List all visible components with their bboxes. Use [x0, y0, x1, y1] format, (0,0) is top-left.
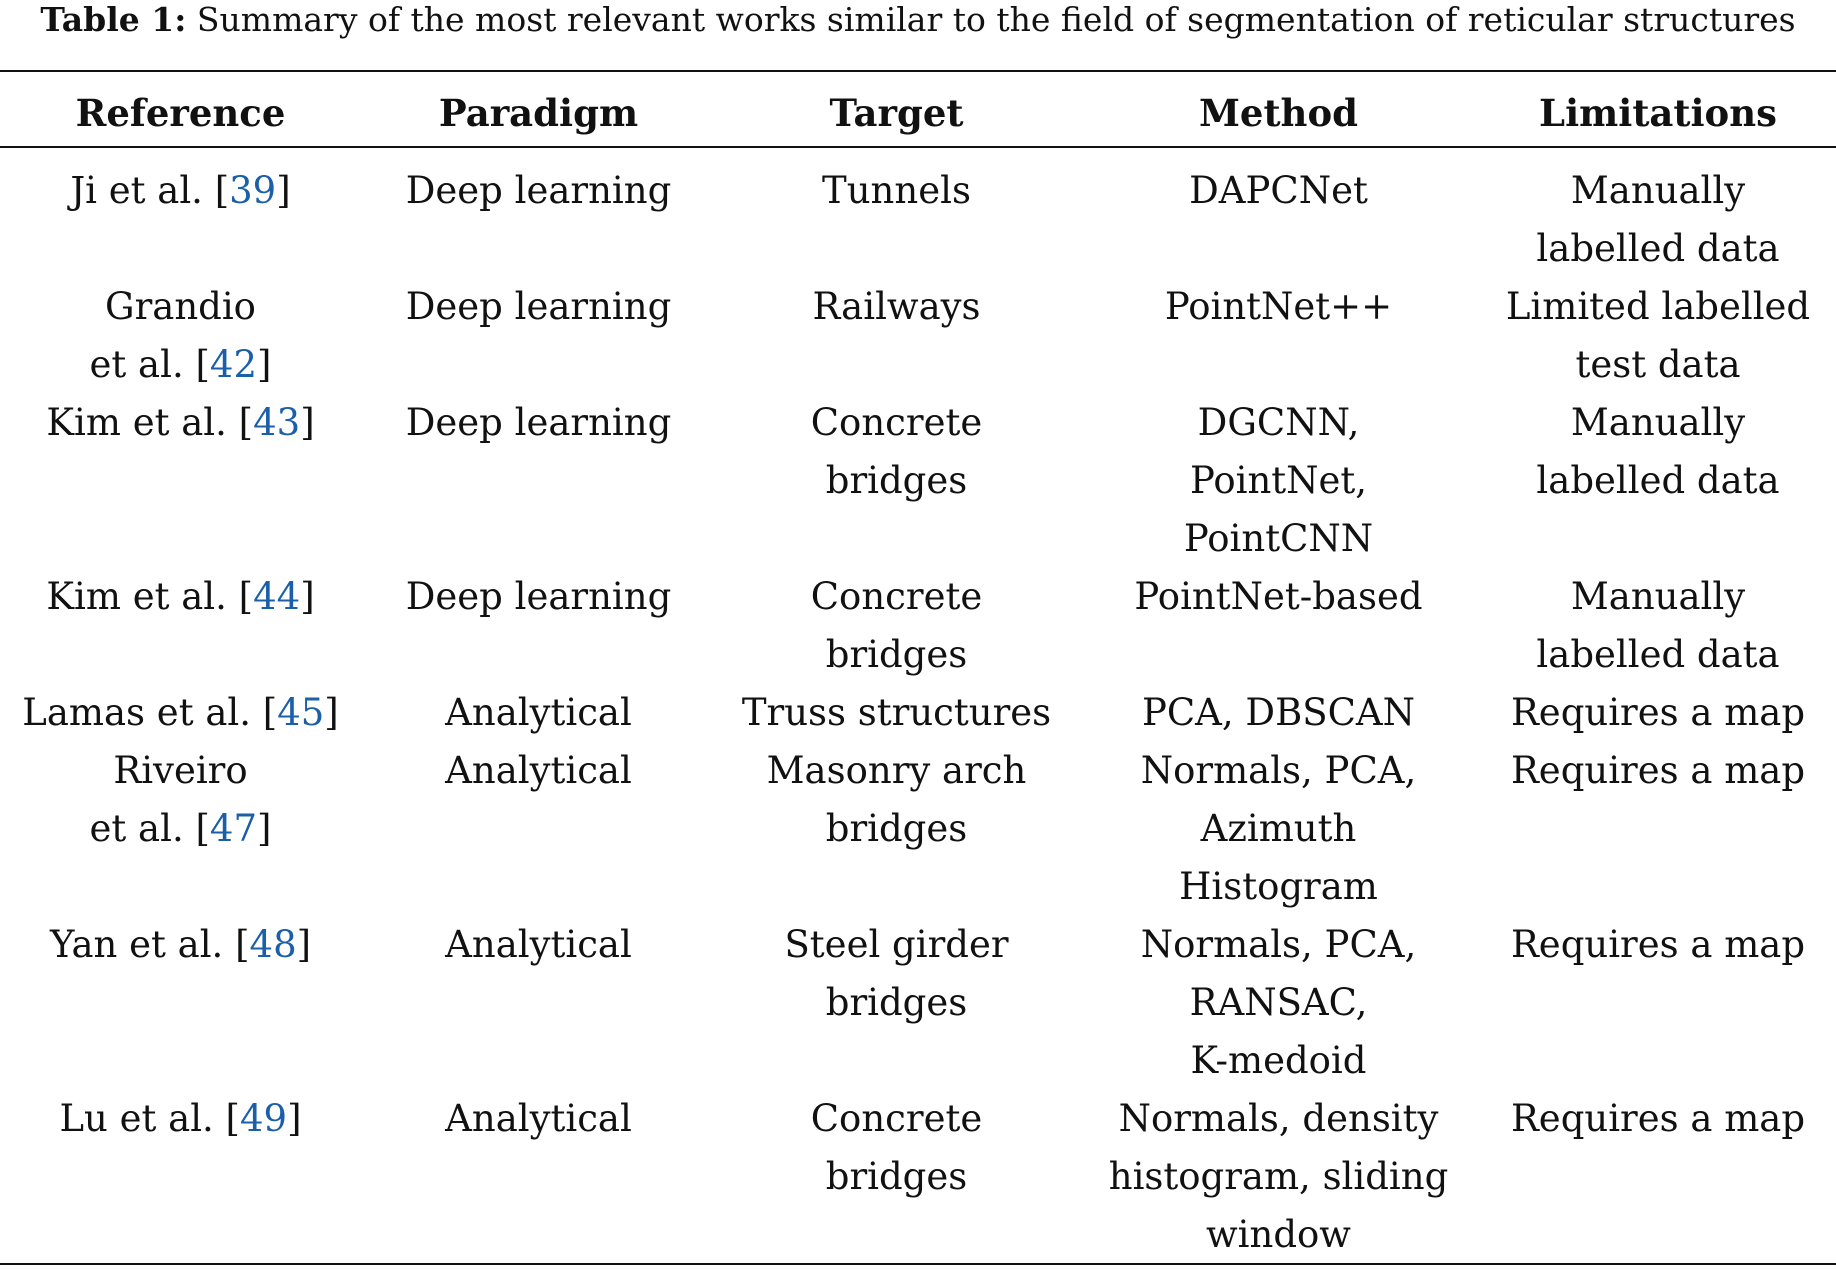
caption-text: Summary of the most relevant works similar to the field of segmentation of reticular structures [196, 0, 1796, 39]
reference-author: Riveiro [113, 749, 248, 792]
cell-target [716, 684, 1077, 742]
paradigm-text: Deep learning [405, 169, 672, 212]
target-line: Concrete [810, 575, 983, 618]
cell-limitations [1480, 1090, 1836, 1264]
method-line: PCA, DBSCAN [1141, 691, 1416, 734]
column-header-paradigm: Paradigm [438, 91, 639, 135]
table-row [0, 144, 1836, 278]
reference-author: et al. [89, 343, 184, 386]
cell-method [1077, 1090, 1480, 1264]
cell-target [716, 144, 1077, 278]
method-line: DAPCNet [1189, 169, 1368, 212]
method-line: Azimuth [1200, 807, 1357, 850]
limitations-line: labelled data [1536, 227, 1780, 270]
limitations-line: Manually [1570, 401, 1746, 444]
citation-link[interactable]: 48 [249, 923, 297, 966]
method-line: PointNet-based [1134, 575, 1423, 618]
target-line: bridges [825, 1155, 968, 1198]
cell-target [716, 1090, 1077, 1264]
target-line: bridges [825, 807, 968, 850]
top-rule [0, 70, 1836, 72]
cell-limitations [1480, 394, 1836, 568]
target-line: Concrete [810, 1097, 983, 1140]
cell-reference [0, 684, 361, 742]
citation-link[interactable]: 49 [240, 1097, 288, 1140]
method-line: DGCNN, [1197, 401, 1360, 444]
table-row [0, 278, 1836, 394]
limitations-line: Requires a map [1510, 1097, 1806, 1140]
target-line: bridges [825, 459, 968, 502]
reference-line: Kim et al. [43] [46, 401, 315, 444]
table-row [0, 742, 1836, 916]
cell-target [716, 742, 1077, 916]
cell-reference [0, 568, 361, 684]
paradigm-text: Analytical [445, 1097, 632, 1140]
table-row [0, 684, 1836, 742]
column-header-limitations: Limitations [1539, 91, 1777, 135]
cell-limitations [1480, 742, 1836, 916]
paradigm-text: Analytical [445, 749, 632, 792]
target-line: Railways [812, 285, 981, 328]
column-header-target: Target [829, 91, 964, 135]
reference-line: et al. [42] [89, 343, 272, 386]
reference-author: Ji et al. [70, 169, 203, 212]
paradigm-text: Deep learning [405, 401, 672, 444]
cell-paradigm [361, 278, 716, 394]
cell-method [1077, 568, 1480, 684]
limitations-line: Manually [1570, 575, 1746, 618]
limitations-line: test data [1575, 343, 1741, 386]
target-line: bridges [825, 981, 968, 1024]
reference-line: Lamas et al. [45] [22, 691, 339, 734]
summary-table [0, 84, 1836, 1264]
cell-reference [0, 1090, 361, 1264]
limitations-line: labelled data [1536, 459, 1780, 502]
cell-limitations [1480, 144, 1836, 278]
limitations-line: Limited labelled [1505, 285, 1811, 328]
cell-target [716, 568, 1077, 684]
cell-limitations [1480, 278, 1836, 394]
cell-method [1077, 144, 1480, 278]
limitations-line: Manually [1570, 169, 1746, 212]
cell-paradigm [361, 394, 716, 568]
method-line: window [1206, 1213, 1351, 1256]
cell-paradigm [361, 684, 716, 742]
header-row [0, 84, 1836, 144]
cell-reference [0, 916, 361, 1090]
cell-method [1077, 684, 1480, 742]
reference-author: Lu et al. [59, 1097, 214, 1140]
limitations-line: Requires a map [1510, 923, 1806, 966]
reference-line: Yan et al. [48] [49, 923, 312, 966]
limitations-line: labelled data [1536, 633, 1780, 676]
reference-author: Kim et al. [46, 575, 227, 618]
reference-author: Grandio [105, 285, 256, 328]
method-line: Normals, PCA, [1140, 749, 1417, 792]
paradigm-text: Analytical [445, 691, 632, 734]
cell-target [716, 916, 1077, 1090]
reference-author: Lamas et al. [22, 691, 251, 734]
target-line: Tunnels [822, 169, 971, 212]
target-line: Steel girder [784, 923, 1009, 966]
method-line: PointNet++ [1164, 285, 1393, 328]
citation-link[interactable]: 39 [229, 169, 277, 212]
cell-paradigm [361, 1090, 716, 1264]
column-header-reference: Reference [75, 91, 286, 135]
target-line: Truss structures [741, 691, 1052, 734]
reference-author: et al. [89, 807, 184, 850]
method-line: K-medoid [1190, 1039, 1367, 1082]
target-line: Concrete [810, 401, 983, 444]
cell-reference [0, 144, 361, 278]
cell-limitations [1480, 684, 1836, 742]
cell-method [1077, 916, 1480, 1090]
cell-paradigm [361, 916, 716, 1090]
cell-reference [0, 394, 361, 568]
reference-author: Yan et al. [49, 923, 224, 966]
cell-reference [0, 742, 361, 916]
column-header-method: Method [1198, 91, 1359, 135]
citation-link[interactable]: 45 [277, 691, 325, 734]
cell-method [1077, 394, 1480, 568]
reference-line [0, 742, 361, 800]
method-line: RANSAC, [1189, 981, 1368, 1024]
method-line: PointCNN [1183, 517, 1374, 560]
citation-link[interactable]: 43 [253, 401, 301, 444]
table-row [0, 916, 1836, 1090]
limitations-line: Requires a map [1510, 749, 1806, 792]
cell-method [1077, 278, 1480, 394]
paradigm-text: Deep learning [405, 575, 672, 618]
cell-reference [0, 278, 361, 394]
method-line: Normals, density [1118, 1097, 1439, 1140]
target-line: Masonry arch [766, 749, 1027, 792]
table-row [0, 568, 1836, 684]
method-line: Normals, PCA, [1140, 923, 1417, 966]
reference-line: Ji et al. [39] [70, 169, 291, 212]
table-row [0, 394, 1836, 568]
table-body [0, 144, 1836, 1264]
reference-author: Kim et al. [46, 401, 227, 444]
reference-line: et al. [47] [89, 807, 272, 850]
paradigm-text: Analytical [445, 923, 632, 966]
reference-line: Lu et al. [49] [59, 1097, 302, 1140]
method-line: PointNet, [1189, 459, 1368, 502]
method-line: histogram, sliding [1108, 1155, 1449, 1198]
cell-method [1077, 742, 1480, 916]
reference-line [0, 278, 361, 336]
cell-limitations [1480, 568, 1836, 684]
citation-link[interactable]: 44 [253, 575, 301, 618]
cell-paradigm [361, 144, 716, 278]
citation-link[interactable]: 42 [209, 343, 258, 386]
cell-paradigm [361, 742, 716, 916]
reference-line: Kim et al. [44] [46, 575, 315, 618]
table-row [0, 1090, 1836, 1264]
method-line: Histogram [1179, 865, 1378, 908]
caption-label: Table 1: [40, 0, 187, 39]
cell-paradigm [361, 568, 716, 684]
citation-link[interactable]: 47 [209, 807, 258, 850]
cell-target [716, 278, 1077, 394]
target-line: bridges [825, 633, 968, 676]
cell-target [716, 394, 1077, 568]
paradigm-text: Deep learning [405, 285, 672, 328]
table-caption [0, 0, 1836, 40]
limitations-line: Requires a map [1510, 691, 1806, 734]
cell-limitations [1480, 916, 1836, 1090]
